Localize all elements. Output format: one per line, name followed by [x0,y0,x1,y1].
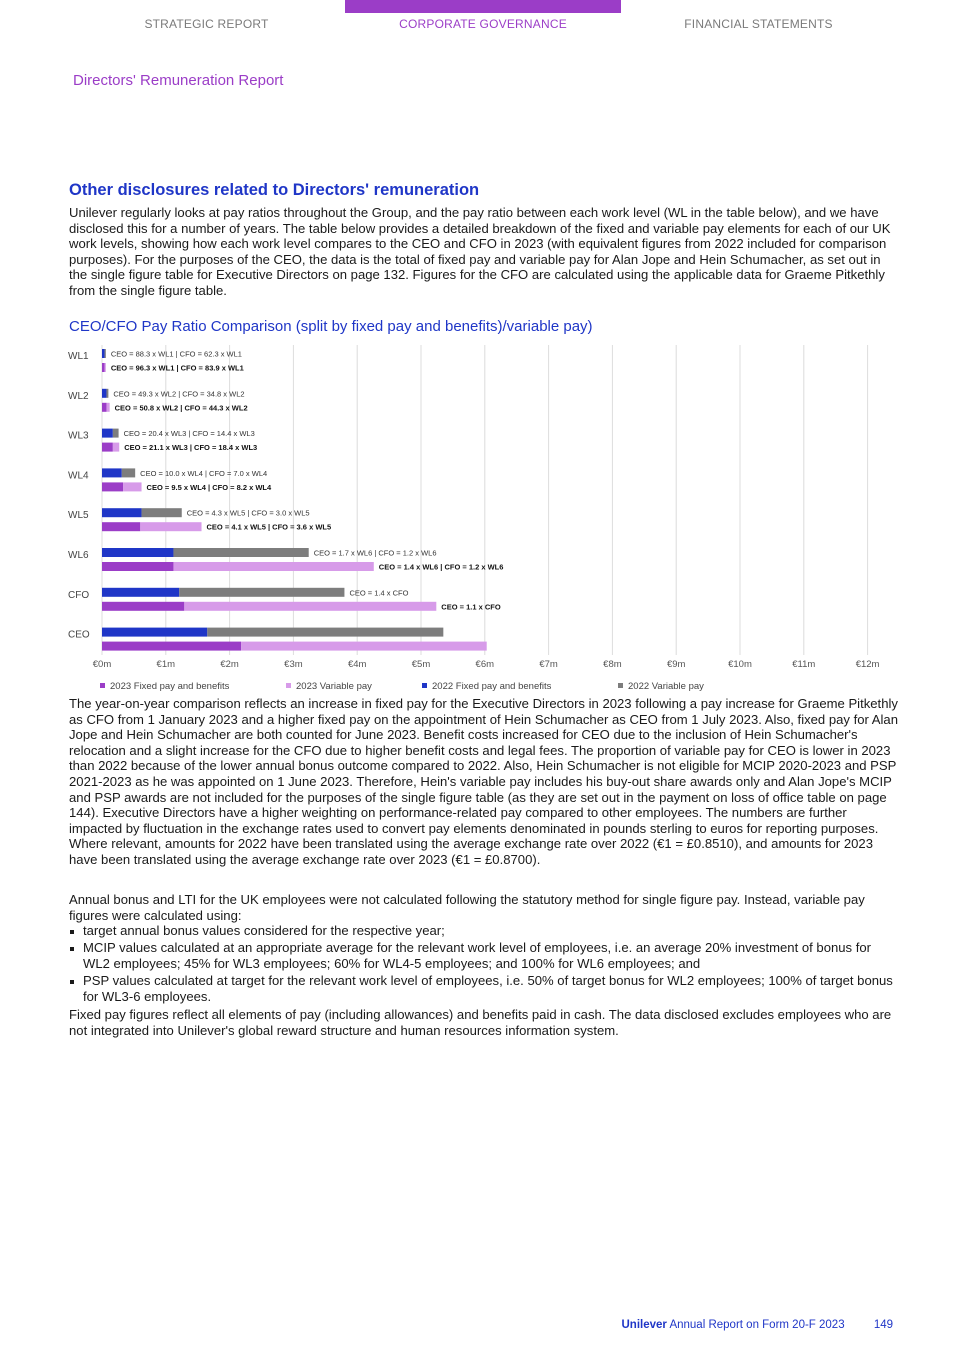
x-tick-label: €11m [792,659,816,670]
bar-2022-fixed [102,628,207,637]
bar-2022-fixed [102,588,179,597]
x-tick-label: €3m [284,659,303,670]
footer-brand: Unilever [621,1319,667,1331]
bar-2023-variable [140,522,201,531]
comparison-paragraph: The year-on-year comparison reflects an increase in fixed pay for the Executive Directors in 2023 following a pay increase for Graeme Pitkethly as CFO from 1 January 2023 and a higher fixed pay on the appointment of Hein Schumacher as CEO from 1 July 2023. Also, fixed pay for Alan Jope and Hein Schumacher are both counted for June 2023. Benefit costs increased for CEO due to the inclusion of Hein Schumacher's relocation and a slight increase for the CFO due to higher benefit costs and legal fees. The proportion of variable pay for CEO is lower in 2023 than 2022 because of the lower annual bonus outcome compared to 2022. Also, Hein Schumacher is not eligible for MCIP 2020-2023 and PSP 2021-2023 as he was appointed on 1 June 2023. Therefore, Hein's variable pay includes his buy-out share awards only and Alan Jope's MCIP and PSP awards are not included for the purposes of the single figure table (as they are set out in the payment on loss of office table on page 144). Executive Directors have a higher weighting on performance-related pay compared to other employees. The numbers are further impacted by fluctuation in the exchange rates used to convert pay elements denominated in pounds sterling to euros for reporting purposes. Where relevant, amounts for 2022 have been translated using the average exchange rate over 2022 (€1 = £0.8510), and amounts for 2023 have been translated using the average exchange rate over 2023 (€1 = £0.8700). [69,696,898,867]
bar-2022-fixed [102,429,113,438]
x-tick-label: €12m [855,659,880,670]
bar-2023-fixed [102,443,113,452]
data-label-2022: CEO = 88.3 x WL1 | CFO = 62.3 x WL1 [110,349,242,359]
category-label: WL1 [68,351,89,362]
data-label-2023: CEO = 1.4 x WL6 | CFO = 1.2 x WL6 [378,562,504,572]
x-tick-label: €1m [156,659,176,670]
list-item: PSP values calculated at target for the relevant work level of employees, i.e. 50% of target bonus for WL2 employees; 100% of target bonus for WL3-6 employees. [69,973,901,1006]
category-label: WL5 [68,510,89,522]
category-label: WL3 [68,430,89,442]
category-label: WL6 [68,550,89,561]
x-tick-label: €4m [347,659,367,670]
bar-2023-fixed [102,562,173,571]
x-tick-label: €8m [603,659,622,670]
x-tick-label: €10m [728,659,752,670]
pay-ratio-chart [66,340,896,696]
legend-swatch [286,683,291,688]
fixed-pay-note: Fixed pay figures reflect all elements of pay (including allowances) and benefits paid in cash. The data disclosed excludes employees who are not integrated into Unilever's global reward structure and human resources information system. [69,1007,892,1038]
data-label-2023: CEO = 50.8 x WL2 | CFO = 44.3 x WL2 [114,403,248,413]
data-label-2022: CEO = 1.4 x CFO [349,588,409,598]
legend-label: 2023 Fixed pay and benefits [110,681,230,692]
category-label: CEO [68,629,90,641]
bar-2023-variable [105,363,106,372]
bar-2022-fixed [102,389,106,398]
data-label-2023: CEO = 96.3 x WL1 | CFO = 83.9 x WL1 [110,363,244,373]
bar-2023-fixed [102,522,140,531]
chart-title: CEO/CFO Pay Ratio Comparison (split by fixed pay and benefits)/variable pay) [69,318,593,335]
category-label: WL4 [68,470,89,482]
bar-2023-fixed [102,403,106,412]
footer-report-title: Annual Report on Form 20-F 2023 [669,1319,845,1331]
page-heading: Other disclosures related to Directors' remuneration [69,181,480,199]
list-item: MCIP values calculated at an appropriate average for the relevant work level of employees, i.e. an average 20% investment of bonus for WL2 employees; 45% for WL3 employees; 60% for WL4-5 employees; and 100% for WL6 employees; and [69,940,901,973]
tab-strategic-report[interactable]: STRATEGIC REPORT [144,17,269,31]
bar-2023-variable [106,403,109,412]
bar-2023-variable [173,562,373,571]
bar-2022-variable [105,349,106,358]
bar-2023-variable [113,443,119,452]
bar-2023-variable [241,642,487,651]
tab-corporate-governance[interactable]: CORPORATE GOVERNANCE [399,17,567,31]
x-tick-label: €0m [92,659,112,670]
bar-2022-variable [142,508,182,517]
bar-2022-variable [207,628,443,637]
bar-2022-fixed [102,508,142,517]
bar-2023-fixed [102,602,184,611]
list-item: target annual bonus values considered for the respective year; [69,923,901,940]
bar-2022-fixed [102,548,173,557]
page-footer [622,1319,894,1331]
bar-2023-variable [123,482,142,491]
data-label-2023: CEO = 21.1 x WL3 | CFO = 18.4 x WL3 [124,443,258,453]
page-number: 149 [873,1319,893,1331]
legend-swatch [422,683,427,688]
category-label: WL2 [68,390,89,402]
data-label-2022: CEO = 4.3 x WL5 | CFO = 3.0 x WL5 [186,508,310,518]
x-tick-label: €2m [220,659,239,670]
bar-2022-variable [122,468,135,477]
x-tick-label: €6m [475,659,495,670]
legend-label: 2022 Variable pay [628,681,704,692]
category-label: CFO [68,589,90,601]
tab-financial-statements[interactable]: FINANCIAL STATEMENTS [684,17,833,31]
bar-2022-fixed [102,468,122,477]
data-label-2023: CEO = 4.1 x WL5 | CFO = 3.6 x WL5 [206,522,332,532]
bar-2022-variable [179,588,344,597]
top-navigation [0,0,968,40]
data-label-2022: CEO = 49.3 x WL2 | CFO = 34.8 x WL2 [113,389,245,399]
bar-2022-variable [113,429,119,438]
x-tick-label: €7m [539,659,558,670]
intro-paragraph: Unilever regularly looks at pay ratios throughout the Group, and the pay ratio between each work level (WL in the table below), and we have disclosed this for a number of years. The table below provides a detailed breakdown of the fixed and variable pay elements for each of our UK work levels, showing how each work level compares to the CEO and CFO in 2023 (with equivalent figures from 2022 included for comparison purposes). For the purposes of the CEO, the data is the total of fixed pay and variable pay for Alan Jope and Hein Schumacher, as set out in the single figure table for Executive Directors on page 132. Figures for the CFO are calculated using the applicable data for Graeme Pitkethly from the single figure table. [69,205,891,298]
legend-label: 2022 Fixed pay and benefits [432,681,552,692]
variable-pay-bullets [69,923,901,1006]
data-label-2022: CEO = 10.0 x WL4 | CFO = 7.0 x WL4 [140,468,268,478]
x-tick-label: €5m [411,659,431,670]
bar-2022-variable [106,389,108,398]
data-label-2023: CEO = 1.1 x CFO [441,602,501,612]
bar-2023-fixed [102,482,123,491]
bar-2023-fixed [102,642,241,651]
data-label-2022: CEO = 20.4 x WL3 | CFO = 14.4 x WL3 [123,429,255,439]
legend-swatch [618,683,623,688]
bar-2023-variable [184,602,436,611]
x-tick-label: €9m [666,659,686,670]
data-label-2023: CEO = 9.5 x WL4 | CFO = 8.2 x WL4 [146,482,272,492]
legend-swatch [100,683,105,688]
bar-2023-fixed [102,363,105,372]
bonus-intro-paragraph: Annual bonus and LTI for the UK employees were not calculated following the statutory method for single figure pay. Instead, variable pay figures were calculated using: [69,892,865,923]
legend-label: 2023 Variable pay [296,681,372,692]
bar-2022-fixed [102,349,105,358]
data-label-2022: CEO = 1.7 x WL6 | CFO = 1.2 x WL6 [313,548,437,558]
bar-2022-variable [173,548,308,557]
section-title: Directors' Remuneration Report [73,72,284,89]
